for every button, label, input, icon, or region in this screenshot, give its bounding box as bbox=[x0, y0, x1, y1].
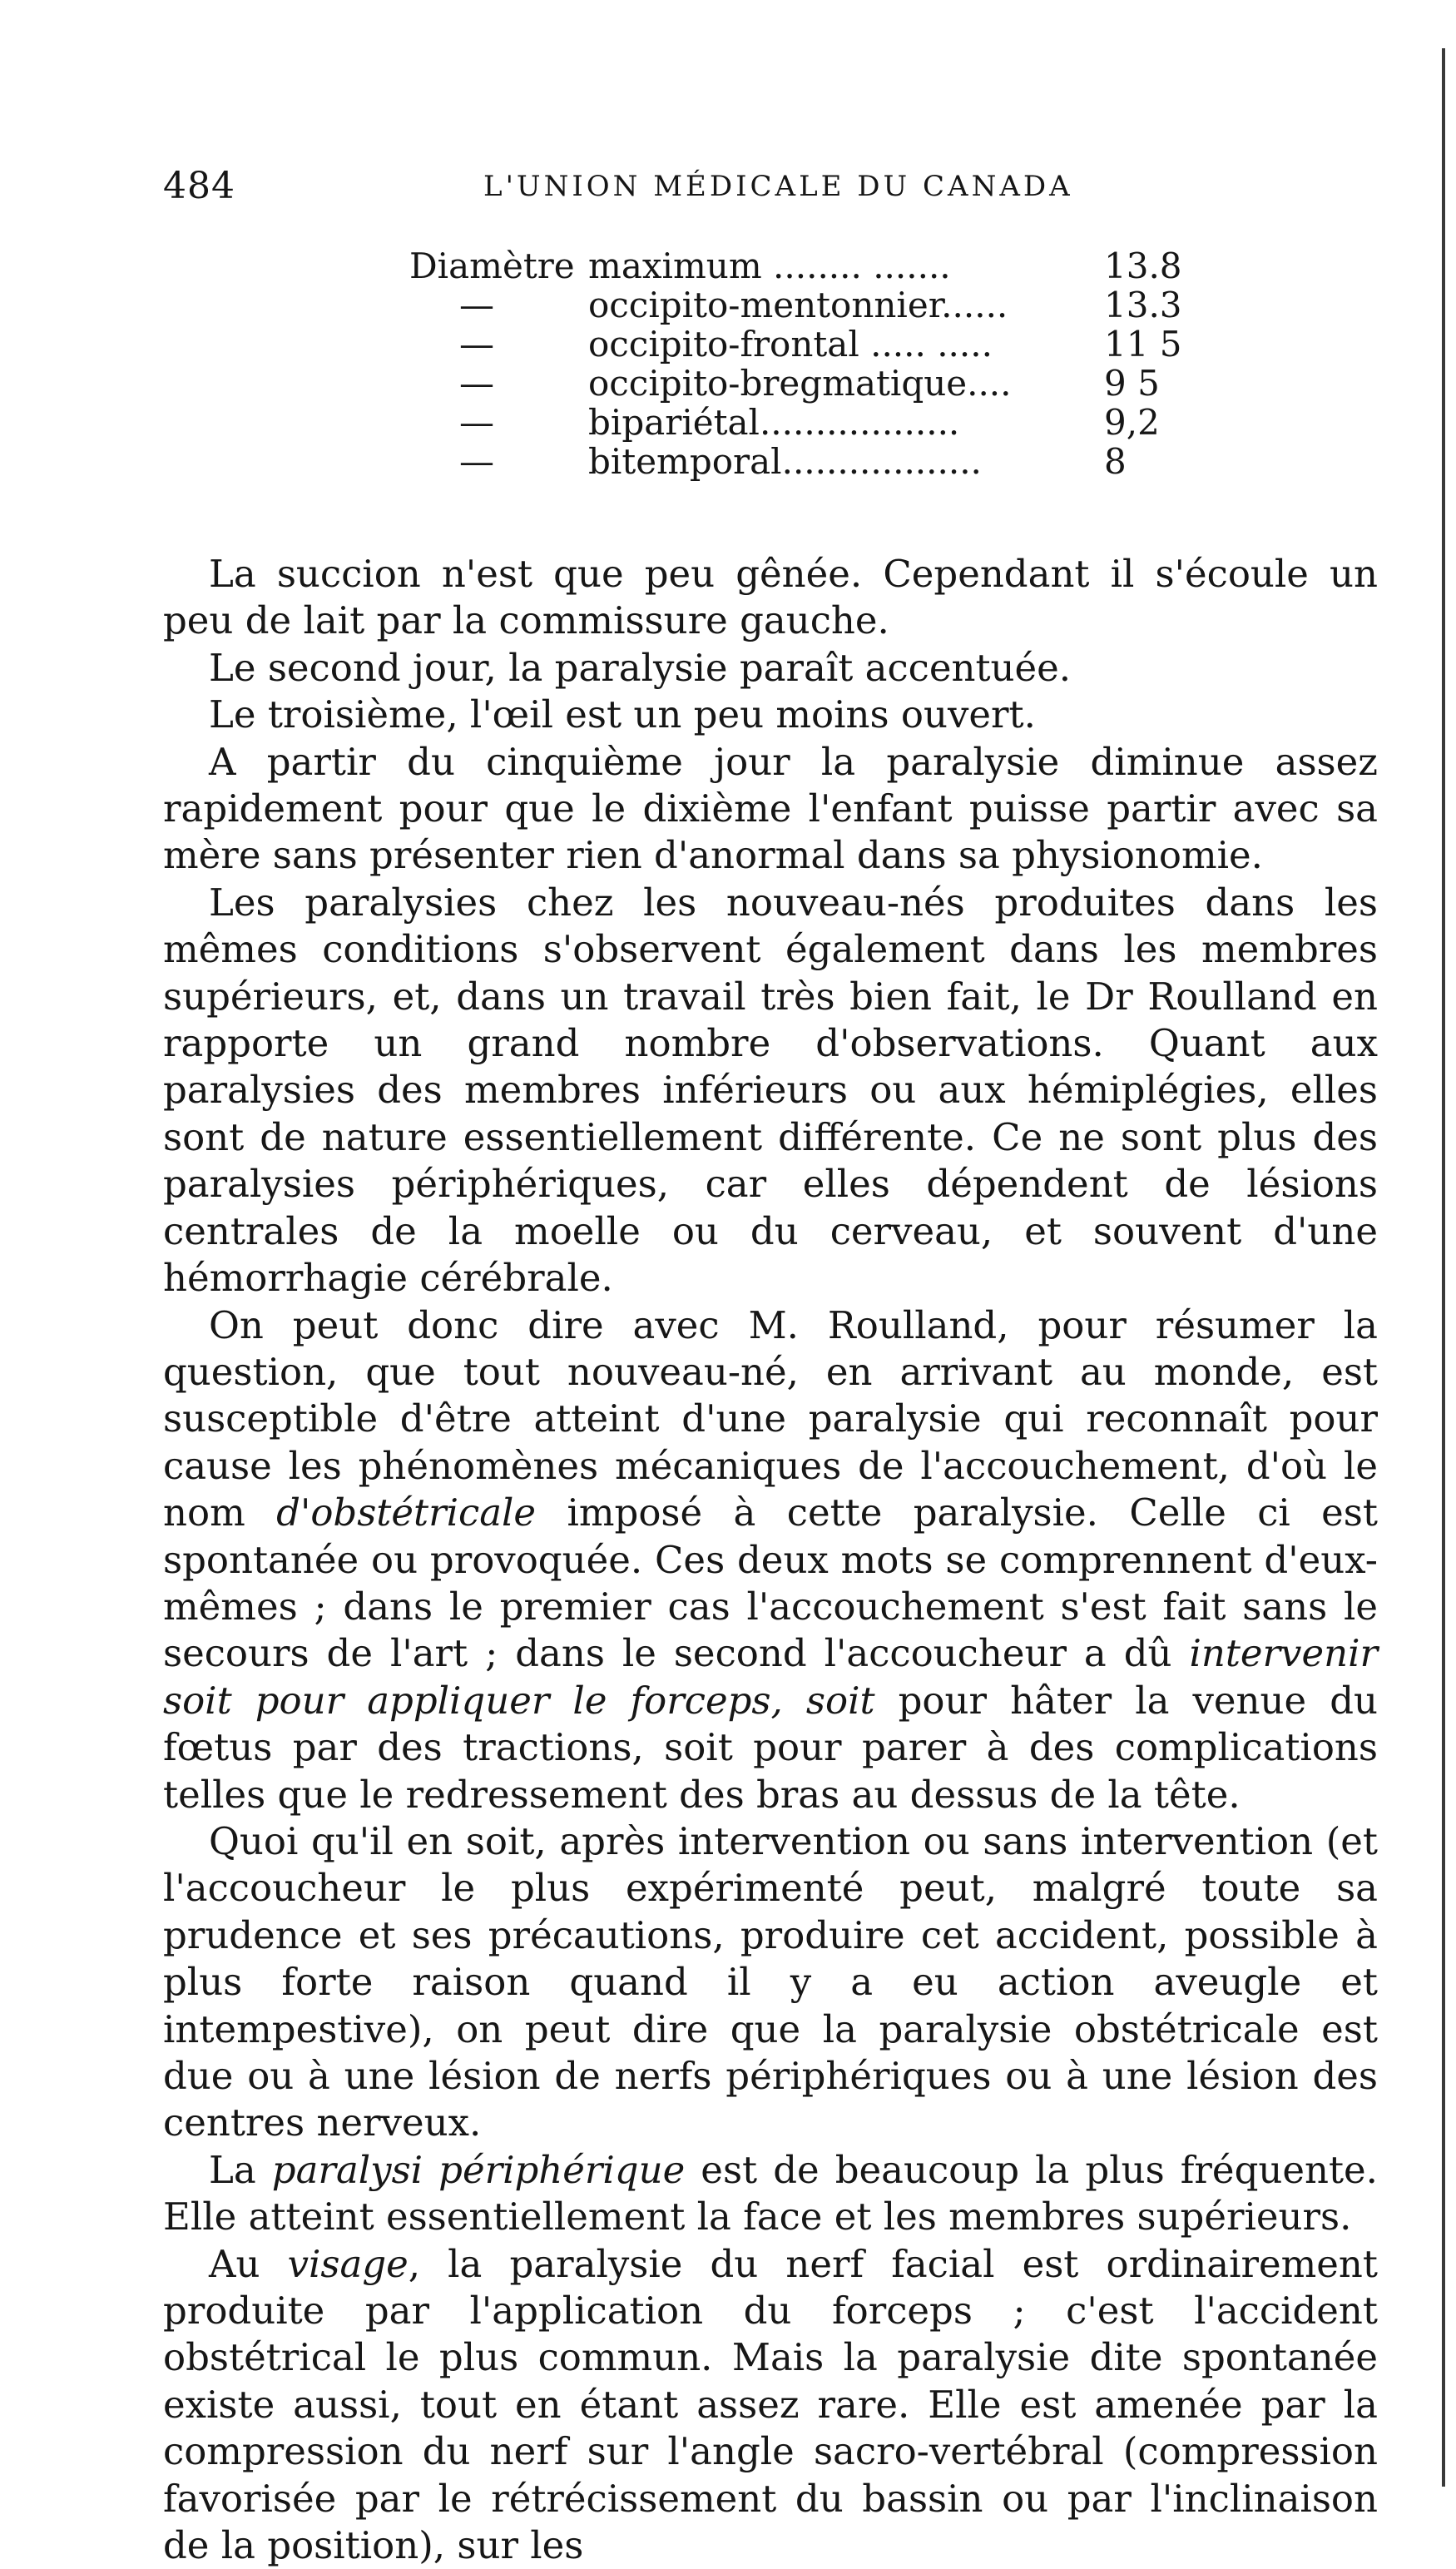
italic-phrase: intervenir soit pour appliquer le forceps, soit bbox=[163, 1631, 1378, 1723]
article-body bbox=[163, 551, 1378, 2569]
paragraph-text: pour hâter la venue du fœtus par des tractions, soit pour parer à des complications telles que le redressement des bras au dessus de la tête. bbox=[163, 1678, 1378, 1817]
paragraph-text: La bbox=[209, 2147, 272, 2192]
measurement-value: 13.8 bbox=[1104, 245, 1182, 286]
measurement-dash: — bbox=[459, 324, 494, 365]
italic-term: d'obstétricale bbox=[276, 1490, 537, 1535]
paragraph: La succion n'est que peu gênée. Cependant il s'écoule un peu de lait par la commissure gauche. bbox=[163, 552, 1378, 643]
measurement-label: maximum ........ ....... bbox=[588, 245, 951, 286]
measurement-label: occipito-frontal ..... ..... bbox=[588, 324, 993, 365]
measurement-row bbox=[409, 246, 1208, 285]
measurement-dash: — bbox=[459, 285, 494, 325]
paragraph-text: Au bbox=[209, 2241, 288, 2286]
paragraph: Le troisième, l'œil est un peu moins ouvert. bbox=[209, 692, 1036, 737]
page-number: 484 bbox=[163, 165, 235, 207]
measurement-label: bipariétal.................. bbox=[588, 402, 960, 443]
measurement-value: 9 5 bbox=[1104, 363, 1160, 404]
italic-term: visage bbox=[287, 2241, 409, 2286]
paragraph-text: , la paralysie du nerf facial est ordinairement produite par l'application du forceps ; c'est l'accident obstétrical le plus commun. Mais la paralysie dite spontanée existe aussi, tout en étant assez rare. Elle est amenée par la compression du nerf sur l'angle sacro-vertébral (compression favorisée par le rétrécissement du bassin ou par l'inclinaison de la position), sur les bbox=[163, 2241, 1378, 2568]
measurement-row bbox=[409, 364, 1208, 403]
measurement-list bbox=[409, 246, 1208, 481]
paragraph bbox=[163, 2147, 1378, 2241]
measurement-dash: — bbox=[459, 363, 494, 404]
measurement-value: 9,2 bbox=[1104, 402, 1160, 443]
paragraph bbox=[163, 1302, 1378, 1818]
measurement-label: occipito-mentonnier...... bbox=[588, 285, 1008, 325]
paragraph: Le second jour, la paralysie paraît accentuée. bbox=[209, 645, 1072, 690]
paragraph-text: est de beaucoup la plus fréquente. Elle atteint essentiellement la face et les membres supérieurs. bbox=[163, 2147, 1378, 2239]
measurement-label: occipito-bregmatique.... bbox=[588, 363, 1012, 404]
paragraph: Quoi qu'il en soit, après intervention ou sans intervention (et l'accoucheur le plus expérimenté peut, malgré toute sa prudence et ses précautions, produire cet accident, possible à plus forte raison quand il y a eu action aveugle et intempestive), on peut dire que la paralysie obstétricale est due ou à une lésion de nerfs périphériques ou à une lésion des centres nerveux. bbox=[163, 1818, 1378, 2145]
paragraph: A partir du cinquième jour la paralysie diminue assez rapidement pour que le dixième l'enfant puisse partir avec sa mère sans présenter rien d'anormal dans sa physionomie. bbox=[163, 739, 1378, 878]
page-header bbox=[163, 165, 1078, 215]
paragraph-text: On peut donc dire avec M. Roulland, pour résumer la question, que tout nouveau-né, en arrivant au monde, est susceptible d'être atteint d'une paralysie qui reconnaît pour cause les phénomènes mécaniques de l'accouchement, d'où le nom bbox=[163, 1302, 1378, 1535]
paragraph: Les paralysies chez les nouveau-nés produites dans les mêmes conditions s'observent également dans les membres supérieurs, et, dans un travail très bien fait, le Dr Roulland en rapporte un grand nombre d'observations. Quant aux paralysies des membres inférieurs ou aux hémiplégies, elles sont de nature essentiellement différente. Ce ne sont plus des paralysies périphériques, car elles dépendent de lésions centrales de la moelle ou du cerveau, et souvent d'une hémorrhagie cérébrale. bbox=[163, 880, 1378, 1301]
measurement-value: 8 bbox=[1104, 441, 1127, 482]
measurement-row bbox=[409, 285, 1208, 325]
measurement-dash: — bbox=[459, 441, 494, 482]
measurement-row bbox=[409, 325, 1208, 364]
right-margin-rule bbox=[1442, 48, 1445, 2487]
measurement-row bbox=[409, 442, 1208, 481]
paragraph bbox=[163, 2241, 1378, 2569]
measurement-label: bitemporal.................. bbox=[588, 441, 982, 482]
running-title: L'UNION MÉDICALE DU CANADA bbox=[483, 170, 1073, 203]
measurement-value: 11 5 bbox=[1104, 324, 1182, 365]
measurement-row bbox=[409, 403, 1208, 442]
measurement-value: 13.3 bbox=[1104, 285, 1182, 325]
italic-term: paralysi périphérique bbox=[271, 2147, 686, 2192]
measurement-prefix: Diamètre bbox=[409, 245, 575, 286]
paragraph-text: imposé à cette paralysie. Celle ci est spontanée ou provoquée. Ces deux mots se comprennent d'eux-mêmes ; dans le premier cas l'accouchement s'est fait sans le secours de l'art ; dans le second l'accoucheur a dû bbox=[163, 1490, 1378, 1676]
measurement-dash: — bbox=[459, 402, 494, 443]
